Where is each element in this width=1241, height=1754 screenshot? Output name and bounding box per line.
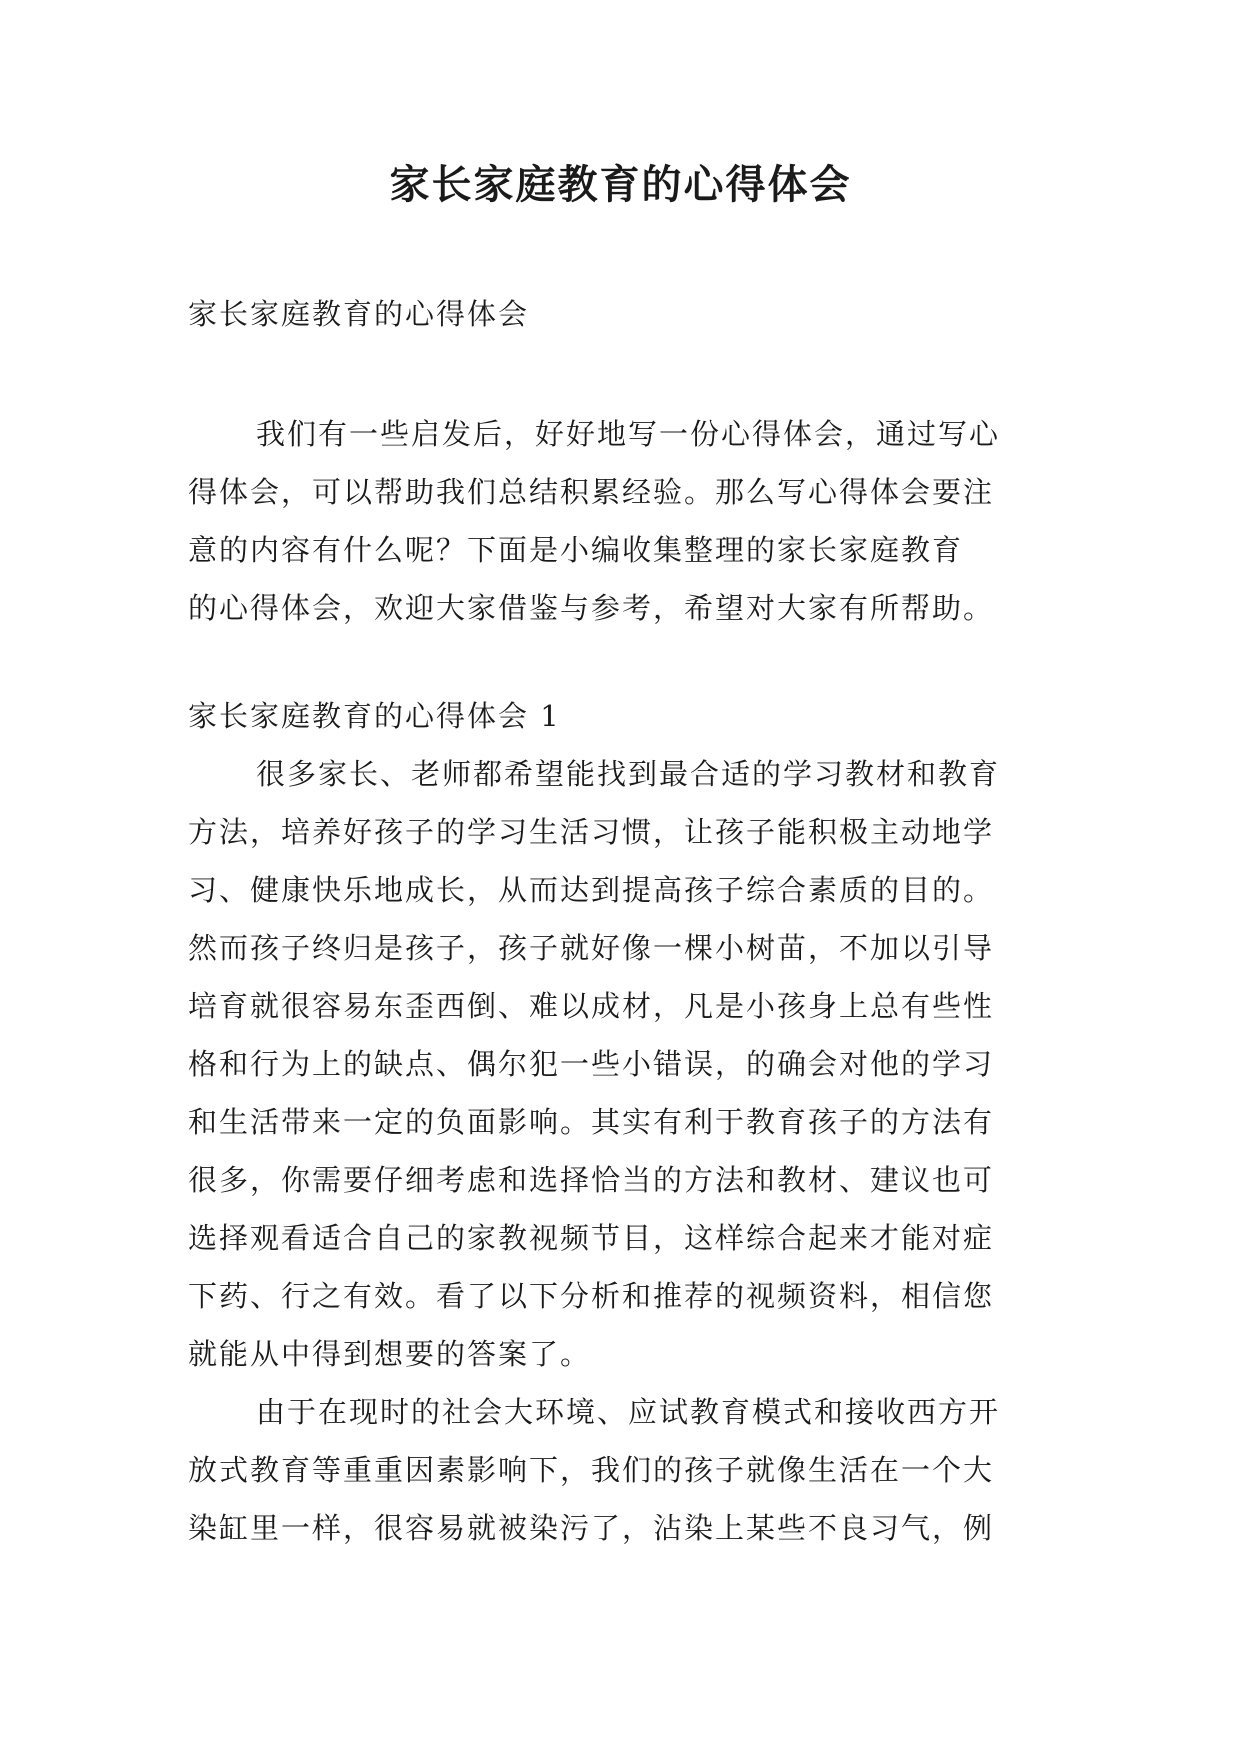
- text-line: 下药、行之有效。看了以下分析和推荐的视频资料，相信您: [188, 1279, 995, 1313]
- section-heading: 家长家庭教育的心得体会 1: [188, 699, 561, 733]
- text-line: 选择观看适合自己的家教视频节目，这样综合起来才能对症: [188, 1221, 995, 1255]
- text-line: 染缸里一样，很容易就被染污了，沾染上某些不良习气，例: [188, 1511, 995, 1545]
- text-line: 得体会，可以帮助我们总结积累经验。那么写心得体会要注: [188, 475, 995, 509]
- document-body: [188, 285, 1068, 1557]
- text-line: 我们有一些启发后，好好地写一份心得体会，通过写心: [256, 417, 1001, 451]
- text-line: 习、健康快乐地成长，从而达到提高孩子综合素质的目的。: [188, 873, 995, 907]
- text-line: 方法，培养好孩子的学习生活习惯，让孩子能积极主动地学: [188, 815, 995, 849]
- text-line: 和生活带来一定的负面影响。其实有利于教育孩子的方法有: [188, 1105, 995, 1139]
- text-line: 很多家长、老师都希望能找到最合适的学习教材和教育: [256, 757, 1001, 791]
- text-line: 的心得体会，欢迎大家借鉴与参考，希望对大家有所帮助。: [188, 591, 995, 625]
- body-paragraph-1: [188, 745, 1068, 1383]
- text-line: 放式教育等重重因素影响下，我们的孩子就像生活在一个大: [188, 1453, 995, 1487]
- document-subtitle: 家长家庭教育的心得体会: [188, 297, 530, 331]
- intro-paragraph: [188, 405, 1068, 637]
- page-title: 家长家庭教育的心得体会: [389, 162, 852, 208]
- body-paragraph-2: [188, 1383, 1068, 1557]
- text-line: 格和行为上的缺点、偶尔犯一些小错误，的确会对他的学习: [188, 1047, 995, 1081]
- text-line: 就能从中得到想要的答案了。: [188, 1337, 592, 1371]
- text-line: 意的内容有什么呢？下面是小编收集整理的家长家庭教育: [188, 533, 964, 567]
- text-line: 很多，你需要仔细考虑和选择恰当的方法和教材、建议也可: [188, 1163, 995, 1197]
- text-line: 然而孩子终归是孩子，孩子就好像一棵小树苗，不加以引导: [188, 931, 995, 965]
- text-line: 培育就很容易东歪西倒、难以成材，凡是小孩身上总有些性: [188, 989, 995, 1023]
- text-line: 由于在现时的社会大环境、应试教育模式和接收西方开: [256, 1395, 1001, 1429]
